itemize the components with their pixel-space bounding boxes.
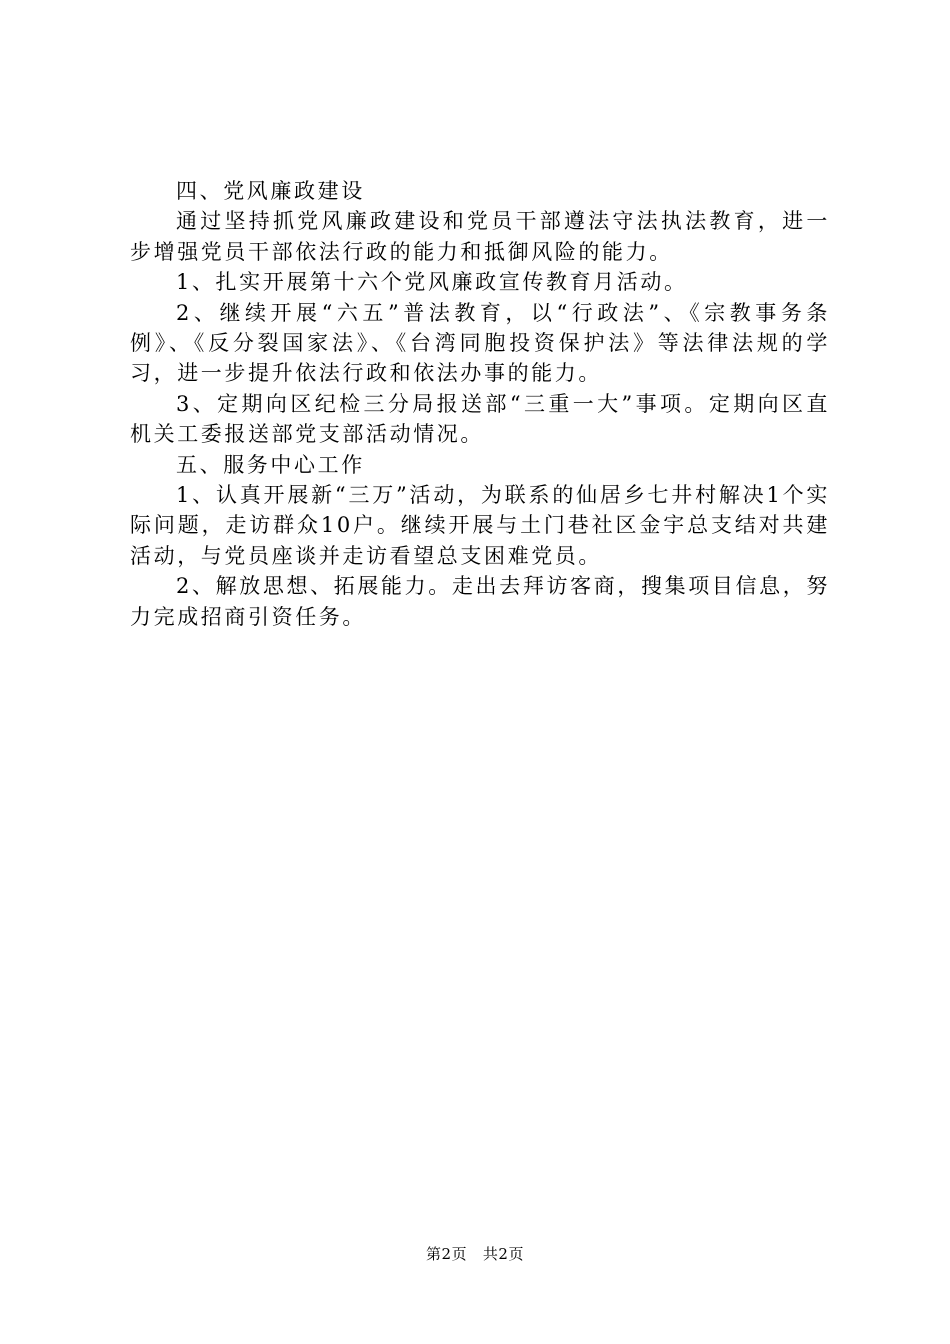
paragraph-intro: 通过坚持抓党风廉政建设和党员干部遵法守法执法教育，进一步增强党员干部依法行政的能力和抵御风险的能力。 [130, 209, 830, 264]
document-body [130, 176, 830, 632]
page-number: 第2页 [426, 1245, 468, 1263]
paragraph-item-2: 2、继续开展“六五”普法教育，以“行政法”、《宗教事务条例》、《反分裂国家法》、《台湾同胞投资保护法》等法律法规的学习，进一步提升依法行政和依法办事的能力。 [130, 300, 830, 386]
section-heading-party-conduct: 四、党风廉政建设 [176, 179, 365, 203]
paragraph-service-item-1: 1、认真开展新“三万”活动，为联系的仙居乡七井村解决1个实际问题，走访群众10户。继续开展与土门巷社区金宇总支结对共建活动，与党员座谈并走访看望总支困难党员。 [130, 483, 830, 568]
paragraph-service-item-2: 2、解放思想、拓展能力。走出去拜访客商，搜集项目信息，努力完成招商引资任务。 [130, 574, 830, 629]
paragraph-item-3: 3、定期向区纪检三分局报送部“三重一大”事项。定期向区直机关工委报送部党支部活动情况。 [130, 391, 830, 447]
section-heading-service-center: 五、服务中心工作 [176, 452, 365, 477]
page-total: 共2页 [482, 1245, 524, 1263]
page-footer [0, 1244, 950, 1264]
paragraph-item-1: 1、扎实开展第十六个党风廉政宣传教育月活动。 [176, 270, 688, 295]
